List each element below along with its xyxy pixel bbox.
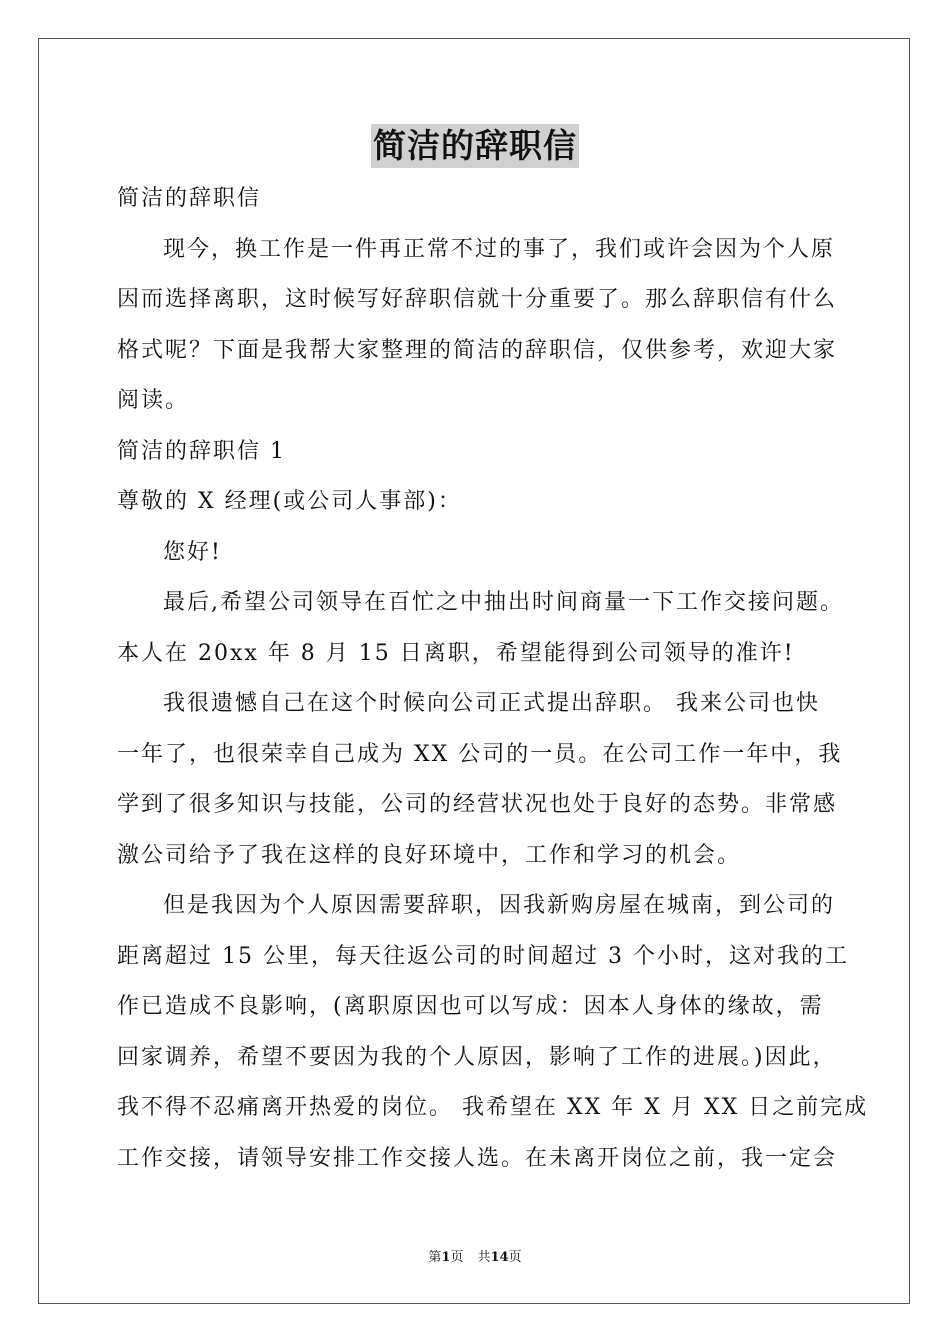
page-footer	[0, 1246, 950, 1265]
subtitle-line: 简洁的辞职信	[117, 186, 262, 211]
page-suffix: 页	[450, 1250, 464, 1265]
title-container	[0, 124, 950, 168]
section-heading: 简洁的辞职信 1	[117, 438, 286, 464]
salutation-line: 尊敬的 X 经理(或公司人事部)：	[117, 489, 462, 514]
paragraph-line: 一年了，也很荣幸自己成为 XX 公司的一员。在公司工作一年中，我	[117, 741, 843, 767]
paragraph-line: 工作交接，请领导安排工作交接人选。在未离开岗位之前，我一定会	[117, 1145, 838, 1171]
total-suffix: 页	[508, 1250, 522, 1265]
page-total: 14	[490, 1250, 509, 1265]
paragraph-line: 作已造成不良影响，(离职原因也可以写成：因本人身体的缘故，需	[117, 994, 824, 1019]
paragraph-line: 我很遗憾自己在这个时候向公司正式提出辞职。 我来公司也快	[163, 691, 820, 716]
document-body	[117, 174, 869, 1184]
paragraph-line: 阅读。	[117, 388, 190, 413]
paragraph-line: 回家调养，希望不要因为我的个人原因，影响了工作的进展。)因此，	[117, 1044, 837, 1070]
paragraph-line: 因而选择离职，这时候写好辞职信就十分重要了。那么辞职信有什么	[117, 287, 838, 312]
paragraph-line: 学到了很多知识与技能，公司的经营状况也处于良好的态势。非常感	[117, 792, 838, 817]
page-prefix: 第	[428, 1250, 442, 1265]
paragraph-line: 本人在 20xx 年 8 月 15 日离职，希望能得到公司领导的准许!	[117, 640, 795, 666]
paragraph-line: 格式呢？下面是我帮大家整理的简洁的辞职信，仅供参考，欢迎大家	[117, 337, 838, 363]
total-prefix: 共	[477, 1250, 491, 1265]
paragraph-line: 但是我因为个人原因需要辞职，因我新购房屋在城南，到公司的	[163, 893, 836, 918]
paragraph-line: 最后,希望公司领导在百忙之中抽出时间商量一下工作交接问题。	[163, 590, 844, 615]
paragraph-line: 距离超过 15 公里，每天往返公司的时间超过 3 个小时，这对我的工	[117, 943, 849, 969]
greeting-line: 您好!	[163, 539, 222, 565]
page-current: 1	[441, 1250, 451, 1265]
document-title: 简洁的辞职信	[371, 124, 579, 168]
paragraph-line: 我不得不忍痛离开热爱的岗位。 我希望在 XX 年 X 月 XX 日之前完成	[117, 1095, 869, 1120]
paragraph-line: 现今，换工作是一件再正常不过的事了，我们或许会因为个人原	[163, 236, 836, 262]
paragraph-line: 激公司给予了我在这样的良好环境中，工作和学习的机会。	[117, 842, 742, 868]
